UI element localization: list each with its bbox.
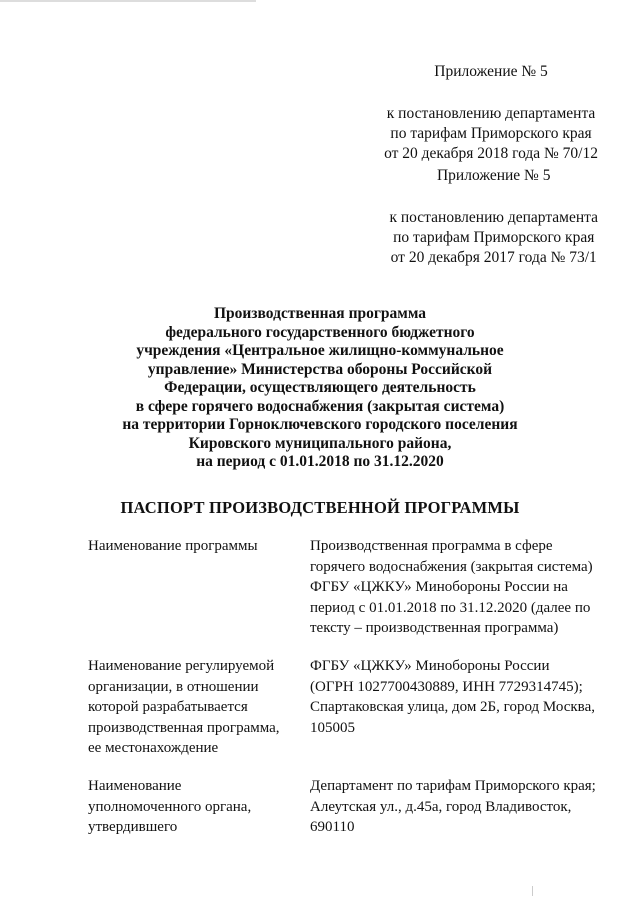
row-value-line: горячего водоснабжения (закрытая система) (310, 558, 593, 575)
program-title-line: Федерации, осуществляющего деятельность (164, 379, 476, 396)
row-value-line: Департамент по тарифам Приморского края; (310, 778, 596, 794)
program-title (0, 305, 640, 472)
row-label-line: Наименование программы (88, 538, 258, 554)
appendix-ref-line: по тарифам Приморского края (390, 125, 592, 142)
row-label (88, 776, 293, 838)
row-label-line: ее местонахождение (88, 740, 219, 756)
row-label (88, 656, 293, 759)
row-value-line: ФГБУ «ЦЖКУ» Минобороны России (310, 658, 550, 674)
row-value-line: тексту – производственная программа) (310, 620, 559, 636)
row-value-line: 105005 (310, 719, 355, 736)
program-title-line: Кировского муниципального района, (188, 434, 452, 452)
program-title-line: федерального государственного бюджетного (165, 323, 475, 341)
program-title-line: на период с 01.01.2018 по 31.12.2020 (196, 453, 444, 470)
row-value-line: 690110 (310, 819, 355, 835)
program-title-line: в сфере горячего водоснабжения (закрытая система) (135, 397, 505, 415)
appendix-ref-line: к постановлению департамента (389, 209, 598, 226)
row-label-line: производственная программа, (88, 719, 280, 736)
program-title-line: Производственная программа (213, 305, 427, 322)
row-value-line: (ОГРН 1027700430889, ИНН 7729314745); (310, 678, 583, 695)
row-value-line: Алеутская ул., д.45а, город Владивосток, (310, 798, 572, 815)
row-value-line: Спартаковская улица, дом 2Б, город Москва, (310, 699, 595, 715)
row-label-line: которой разрабатывается (88, 699, 248, 715)
appendix-header-2017 (389, 166, 598, 268)
row-label-line: организации, в отношении (88, 678, 259, 695)
row-value-line: период с 01.01.2018 по 31.12.2020 (далее по (310, 599, 591, 616)
row-value-line: Производственная программа в сфере (310, 538, 553, 554)
row-label-line: уполномоченного органа, (88, 798, 252, 815)
program-title-line: управление» Министерства обороны Российской (147, 360, 493, 378)
row-value (310, 776, 600, 838)
appendix-ref-line: по тарифам Приморского края (393, 229, 595, 246)
scan-artifact (532, 886, 533, 896)
appendix-title: Приложение № 5 (434, 63, 548, 80)
scan-edge (0, 0, 640, 2)
appendix-ref-line: от 20 декабря 2017 года № 73/1 (390, 249, 597, 266)
row-value-line: ФГБУ «ЦЖКУ» Минобороны России на (310, 579, 568, 595)
appendix-header-2018 (384, 62, 598, 164)
passport-heading: ПАСПОРТ ПРОИЗВОДСТВЕННОЙ ПРОГРАММЫ (120, 498, 520, 517)
appendix-ref-line: к постановлению департамента (386, 105, 596, 122)
row-value (310, 656, 600, 738)
row-label (88, 536, 293, 557)
row-label-line: Наименование регулируемой (88, 658, 275, 674)
row-value (310, 536, 600, 639)
appendix-ref-line: от 20 декабря 2018 года № 70/12 (384, 145, 598, 162)
row-label-line: Наименование (88, 778, 182, 794)
appendix-title: Приложение № 5 (436, 167, 551, 184)
program-title-line: учреждения «Центральное жилищно-коммунальное (136, 342, 504, 359)
row-label-line: утвердившего (88, 819, 178, 835)
program-title-line: на территории Горноключевского городского поселения (122, 416, 518, 433)
